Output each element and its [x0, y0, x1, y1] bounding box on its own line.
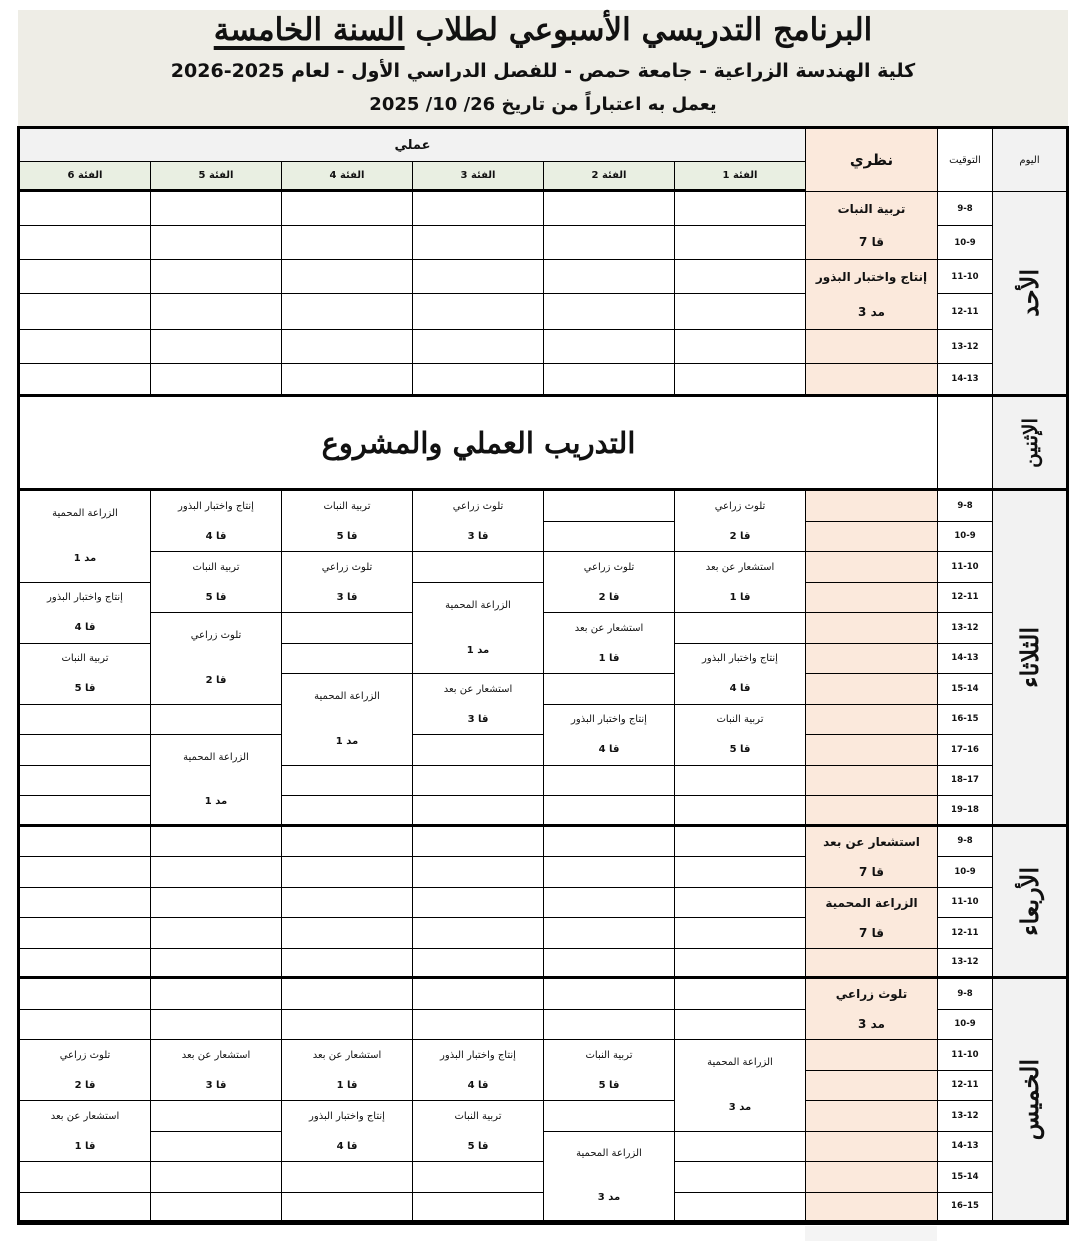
empty-slot — [20, 918, 151, 949]
day-name: الإثنين — [1017, 417, 1042, 468]
time-slot: 16–15 — [938, 1193, 993, 1224]
empty-slot — [675, 613, 806, 644]
room-code: قا 4 — [598, 744, 620, 755]
empty-slot — [282, 918, 413, 949]
empty-slot — [544, 1010, 675, 1041]
practical-session — [282, 674, 413, 766]
room-code: قا 1 — [336, 1079, 358, 1091]
practical-session — [282, 491, 413, 552]
time-slot: 11-10 — [938, 1040, 993, 1071]
empty-slot — [20, 827, 151, 858]
room-code: قا 3 — [205, 1079, 227, 1091]
practical-session — [413, 674, 544, 735]
group-header-2: الفئة 2 — [544, 162, 675, 192]
practical-header: عملي — [20, 129, 806, 162]
empty-slot — [282, 644, 413, 675]
room-code: قا 7 — [859, 235, 884, 250]
empty-slot — [806, 1193, 938, 1224]
empty-slot — [20, 364, 151, 397]
room-code: مد 1 — [204, 795, 228, 807]
empty-slot — [806, 1040, 938, 1071]
empty-slot — [20, 1162, 151, 1193]
empty-slot — [675, 1162, 806, 1193]
empty-slot — [413, 260, 544, 294]
practical-session — [675, 705, 806, 766]
time-slot: 11-10 — [938, 552, 993, 583]
course-name: استشعار عن بعد — [823, 834, 920, 849]
empty-slot — [413, 918, 544, 949]
empty-slot — [413, 1010, 544, 1041]
practical-session — [151, 552, 282, 613]
practical-session — [675, 644, 806, 705]
empty-slot — [806, 735, 938, 766]
time-slot: 12-11 — [938, 918, 993, 949]
practical-session — [151, 491, 282, 552]
empty-slot — [282, 613, 413, 644]
course-name: تربية النبات — [585, 1049, 633, 1061]
empty-slot — [675, 1193, 806, 1224]
course-name: تلوث زراعي — [835, 987, 908, 1001]
empty-slot — [544, 918, 675, 949]
course-name: إنتاج واختبار البذور — [571, 714, 647, 725]
empty-slot — [413, 330, 544, 364]
empty-slot — [544, 766, 675, 797]
empty-slot — [544, 226, 675, 260]
course-name: الزراعة المحمية — [183, 751, 249, 763]
course-name: تربية النبات — [192, 561, 240, 573]
room-code: مد 1 — [466, 644, 490, 656]
time-slot: 10-9 — [938, 1010, 993, 1041]
practical-session — [413, 491, 544, 552]
time-slot: 14-13 — [938, 364, 993, 397]
empty-slot — [282, 226, 413, 260]
practical-session — [675, 491, 806, 552]
empty-slot — [413, 735, 544, 766]
empty-slot — [806, 552, 938, 583]
empty-slot — [282, 1010, 413, 1041]
empty-slot — [151, 705, 282, 736]
room-code: قا 7 — [859, 864, 884, 879]
empty-slot — [675, 1010, 806, 1041]
group-header-3: الفئة 3 — [413, 162, 544, 192]
empty-slot — [20, 766, 151, 797]
page-subtitle: كلية الهندسة الزراعية - جامعة حمص - للفصل الدراسي الأول - لعام 2025-2026 — [170, 60, 916, 82]
time-slot: 15-14 — [938, 1162, 993, 1193]
time-slot: 9-8 — [938, 491, 993, 522]
day-name: الخميس — [1015, 1058, 1044, 1141]
course-name: تلوث زراعي — [583, 561, 635, 573]
practical-session — [151, 1040, 282, 1101]
empty-slot — [675, 260, 806, 294]
empty-slot — [544, 294, 675, 330]
empty-slot — [151, 1010, 282, 1041]
empty-slot — [675, 364, 806, 397]
practical-session — [151, 613, 282, 705]
empty-slot — [151, 888, 282, 919]
room-code: قا 4 — [729, 683, 751, 694]
practical-session — [413, 583, 544, 675]
empty-slot — [806, 613, 938, 644]
time-slot-empty — [938, 397, 993, 491]
empty-slot — [151, 918, 282, 949]
time-slot: 19–18 — [938, 796, 993, 827]
time-slot: 9-8 — [938, 192, 993, 226]
time-slot: 10-9 — [938, 857, 993, 888]
room-code: قا 1 — [598, 652, 620, 664]
course-name: الزراعة المحمية — [707, 1057, 773, 1069]
empty-slot — [806, 583, 938, 614]
empty-slot — [282, 949, 413, 980]
room-code: قا 4 — [74, 622, 96, 633]
empty-slot — [806, 949, 938, 980]
room-code: قا 5 — [598, 1079, 620, 1091]
empty-slot — [413, 857, 544, 888]
empty-slot — [675, 888, 806, 919]
title-text: البرنامج التدريسي الأسبوعي لطلاب — [404, 12, 873, 48]
empty-slot — [20, 330, 151, 364]
empty-slot — [282, 192, 413, 226]
time-slot: 13-12 — [938, 613, 993, 644]
day-name: الأحد — [1015, 269, 1044, 317]
empty-slot — [675, 918, 806, 949]
course-name: تلوث زراعي — [59, 1049, 111, 1061]
course-name: تلوث زراعي — [321, 561, 373, 573]
empty-slot — [413, 364, 544, 397]
empty-slot — [675, 192, 806, 226]
empty-slot — [282, 1162, 413, 1193]
empty-slot — [282, 330, 413, 364]
empty-slot — [413, 827, 544, 858]
room-code: مد 3 — [728, 1102, 752, 1114]
empty-slot — [806, 766, 938, 797]
room-code: قا 3 — [336, 591, 358, 603]
time-slot: 10-9 — [938, 522, 993, 553]
group-header-1: الفئة 1 — [675, 162, 806, 192]
practical-session — [20, 644, 151, 705]
empty-slot — [413, 766, 544, 797]
empty-slot — [20, 796, 151, 827]
empty-slot — [806, 491, 938, 522]
empty-slot — [544, 260, 675, 294]
empty-slot — [151, 294, 282, 330]
effective-date: يعمل به اعتباراً من تاريخ 26/ 10/ 2025 — [369, 94, 717, 115]
empty-slot — [675, 226, 806, 260]
room-code: قا 5 — [205, 591, 227, 603]
room-code: قا 1 — [74, 1140, 96, 1152]
empty-slot — [675, 949, 806, 980]
room-code: قا 3 — [467, 713, 489, 725]
page-title — [18, 12, 1068, 48]
empty-slot — [151, 1132, 282, 1163]
time-slot: 10-9 — [938, 226, 993, 260]
monday-banner — [20, 397, 938, 491]
time-slot: 14-13 — [938, 1132, 993, 1163]
practical-session — [282, 552, 413, 613]
course-name: الزراعة المحمية — [825, 895, 918, 910]
practical-session — [675, 552, 806, 613]
room-code: قا 5 — [74, 683, 96, 694]
empty-slot — [413, 1162, 544, 1193]
room-code: مد 3 — [858, 304, 885, 319]
empty-slot — [806, 1071, 938, 1102]
time-slot: 17–16 — [938, 735, 993, 766]
room-code: قا 7 — [859, 925, 884, 940]
empty-slot — [544, 796, 675, 827]
day-label-wednesday — [993, 827, 1066, 980]
empty-slot — [151, 979, 282, 1010]
empty-slot — [20, 192, 151, 226]
empty-slot — [151, 857, 282, 888]
course-name: تربية النبات — [716, 714, 764, 725]
empty-slot — [544, 522, 675, 553]
room-code: قا 5 — [467, 1140, 489, 1152]
empty-slot — [20, 260, 151, 294]
practical-session — [413, 1040, 544, 1101]
empty-slot — [282, 1193, 413, 1224]
course-name: إنتاج واختبار البذور — [47, 592, 123, 603]
empty-slot — [151, 1101, 282, 1132]
empty-slot — [282, 796, 413, 827]
empty-slot — [20, 949, 151, 980]
empty-slot — [413, 1193, 544, 1224]
theory-session — [806, 192, 938, 260]
time-slot: 12-11 — [938, 294, 993, 330]
room-code: قا 4 — [467, 1079, 489, 1091]
empty-slot — [413, 949, 544, 980]
course-name: استشعار عن بعد — [443, 683, 513, 695]
room-code: قا 2 — [598, 591, 620, 603]
course-name: إنتاج واختبار البذور — [440, 1049, 516, 1061]
time-slot: 11-10 — [938, 888, 993, 919]
practical-session — [675, 1040, 806, 1132]
empty-slot — [806, 364, 938, 397]
course-name: إنتاج واختبار البذور — [815, 270, 928, 285]
empty-slot — [806, 1132, 938, 1163]
empty-slot — [151, 827, 282, 858]
empty-slot — [806, 796, 938, 827]
room-code: مد 3 — [858, 1017, 885, 1031]
room-code: مد 1 — [335, 736, 359, 748]
course-name: الزراعة المحمية — [52, 508, 118, 520]
practical-session — [544, 705, 675, 766]
practical-session — [20, 1040, 151, 1101]
day-label-sunday — [993, 192, 1066, 397]
empty-slot — [675, 1132, 806, 1163]
room-code: قا 4 — [205, 530, 227, 542]
day-name: الأربعاء — [1015, 866, 1044, 936]
course-name: إنتاج واختبار البذور — [178, 500, 254, 512]
empty-slot — [151, 1193, 282, 1224]
empty-slot — [544, 192, 675, 226]
course-name: إنتاج واختبار البذور — [702, 653, 778, 664]
room-code: قا 4 — [336, 1140, 358, 1152]
theory-session — [806, 888, 938, 949]
empty-slot — [151, 192, 282, 226]
empty-slot — [675, 330, 806, 364]
empty-slot — [20, 1193, 151, 1224]
practical-session — [544, 1132, 675, 1224]
course-name: تلوث زراعي — [714, 500, 766, 512]
course-name: تلوث زراعي — [452, 500, 504, 512]
course-name: استشعار عن بعد — [705, 561, 775, 573]
empty-slot — [544, 330, 675, 364]
empty-slot — [151, 364, 282, 397]
time-header: التوقيت — [938, 129, 993, 192]
empty-slot — [413, 979, 544, 1010]
theory-session — [806, 260, 938, 330]
room-code: قا 2 — [74, 1079, 96, 1091]
time-slot: 15-14 — [938, 674, 993, 705]
room-code: قا 3 — [467, 530, 489, 542]
empty-slot — [544, 857, 675, 888]
empty-slot — [806, 330, 938, 364]
empty-slot — [675, 796, 806, 827]
course-name: استشعار عن بعد — [181, 1049, 251, 1061]
day-label-monday — [993, 397, 1066, 491]
course-name: تربية النبات — [454, 1110, 502, 1122]
empty-slot — [544, 827, 675, 858]
practical-session — [282, 1040, 413, 1101]
practical-session — [413, 1101, 544, 1162]
empty-slot — [806, 1162, 938, 1193]
empty-slot — [544, 1101, 675, 1132]
room-code: قا 2 — [205, 675, 227, 687]
room-code: قا 5 — [729, 744, 751, 755]
time-slot: 13-12 — [938, 1101, 993, 1132]
page-header — [18, 10, 1068, 127]
empty-slot — [544, 888, 675, 919]
empty-slot — [544, 364, 675, 397]
course-name: استشعار عن بعد — [312, 1049, 382, 1061]
practical-session — [544, 613, 675, 674]
schedule-table — [17, 126, 1069, 1225]
empty-slot — [151, 330, 282, 364]
empty-slot — [675, 827, 806, 858]
course-name: الزراعة المحمية — [445, 599, 511, 611]
group-header-4: الفئة 4 — [282, 162, 413, 192]
empty-slot — [20, 1010, 151, 1041]
group-header-5: الفئة 5 — [151, 162, 282, 192]
practical-session — [544, 1040, 675, 1101]
empty-slot — [282, 857, 413, 888]
time-slot: 14-13 — [938, 644, 993, 675]
empty-slot — [413, 294, 544, 330]
monday-banner-text: التدريب العملي والمشروع — [321, 425, 636, 460]
title-year-text: السنة الخامسة — [213, 12, 405, 48]
empty-slot — [544, 979, 675, 1010]
practical-session — [20, 583, 151, 644]
course-name: استشعار عن بعد — [574, 622, 644, 634]
empty-slot — [20, 735, 151, 766]
time-slot: 12-11 — [938, 1071, 993, 1102]
empty-slot — [282, 979, 413, 1010]
time-slot: 12-11 — [938, 583, 993, 614]
empty-slot — [675, 857, 806, 888]
empty-slot — [675, 294, 806, 330]
empty-slot — [151, 1162, 282, 1193]
empty-slot — [806, 644, 938, 675]
day-name: الثلاثاء — [1015, 626, 1044, 688]
empty-slot — [806, 522, 938, 553]
theory-session — [806, 827, 938, 888]
room-code: قا 1 — [729, 591, 751, 603]
empty-slot — [413, 192, 544, 226]
empty-slot — [282, 766, 413, 797]
course-name: الزراعة المحمية — [576, 1148, 642, 1160]
course-name: الزراعة المحمية — [314, 691, 380, 703]
practical-session — [20, 1101, 151, 1162]
time-slot: 11-10 — [938, 260, 993, 294]
time-slot: 18–17 — [938, 766, 993, 797]
empty-slot — [806, 674, 938, 705]
empty-slot — [544, 491, 675, 522]
empty-slot — [675, 766, 806, 797]
practical-session — [151, 735, 282, 827]
time-slot: 13-12 — [938, 330, 993, 364]
room-code: مد 3 — [597, 1192, 621, 1204]
empty-slot — [282, 888, 413, 919]
empty-slot — [20, 226, 151, 260]
room-code: قا 5 — [336, 530, 358, 542]
empty-slot — [282, 827, 413, 858]
course-name: تربية النبات — [323, 500, 371, 512]
time-slot: 16-15 — [938, 705, 993, 736]
theory-header: نظري — [806, 129, 938, 192]
empty-slot — [282, 260, 413, 294]
room-code: قا 2 — [729, 530, 751, 542]
empty-slot — [282, 294, 413, 330]
practical-session — [20, 491, 151, 583]
empty-slot — [20, 705, 151, 736]
empty-slot — [806, 1101, 938, 1132]
empty-slot — [544, 674, 675, 705]
group-header-6: الفئة 6 — [20, 162, 151, 192]
time-slot: 9-8 — [938, 979, 993, 1010]
empty-slot — [20, 294, 151, 330]
empty-slot — [413, 552, 544, 583]
empty-slot — [151, 260, 282, 294]
room-code: مد 1 — [73, 553, 97, 565]
empty-slot — [20, 857, 151, 888]
empty-slot — [544, 949, 675, 980]
empty-slot — [20, 888, 151, 919]
empty-slot — [413, 796, 544, 827]
footer-shade — [805, 1226, 937, 1241]
course-name: تربية النبات — [61, 653, 109, 664]
day-label-thursday — [993, 979, 1066, 1223]
course-name: تربية النبات — [837, 201, 906, 216]
empty-slot — [282, 364, 413, 397]
empty-slot — [20, 979, 151, 1010]
day-label-tuesday — [993, 491, 1066, 827]
course-name: تلوث زراعي — [190, 630, 242, 642]
empty-slot — [675, 979, 806, 1010]
day-header: اليوم — [993, 129, 1066, 192]
empty-slot — [806, 705, 938, 736]
time-slot: 13-12 — [938, 949, 993, 980]
time-slot: 9-8 — [938, 827, 993, 858]
course-name: إنتاج واختبار البذور — [309, 1110, 385, 1122]
practical-session — [282, 1101, 413, 1162]
empty-slot — [413, 888, 544, 919]
theory-session — [806, 979, 938, 1040]
practical-session — [544, 552, 675, 613]
empty-slot — [151, 226, 282, 260]
course-name: استشعار عن بعد — [50, 1110, 120, 1122]
empty-slot — [413, 226, 544, 260]
empty-slot — [151, 949, 282, 980]
